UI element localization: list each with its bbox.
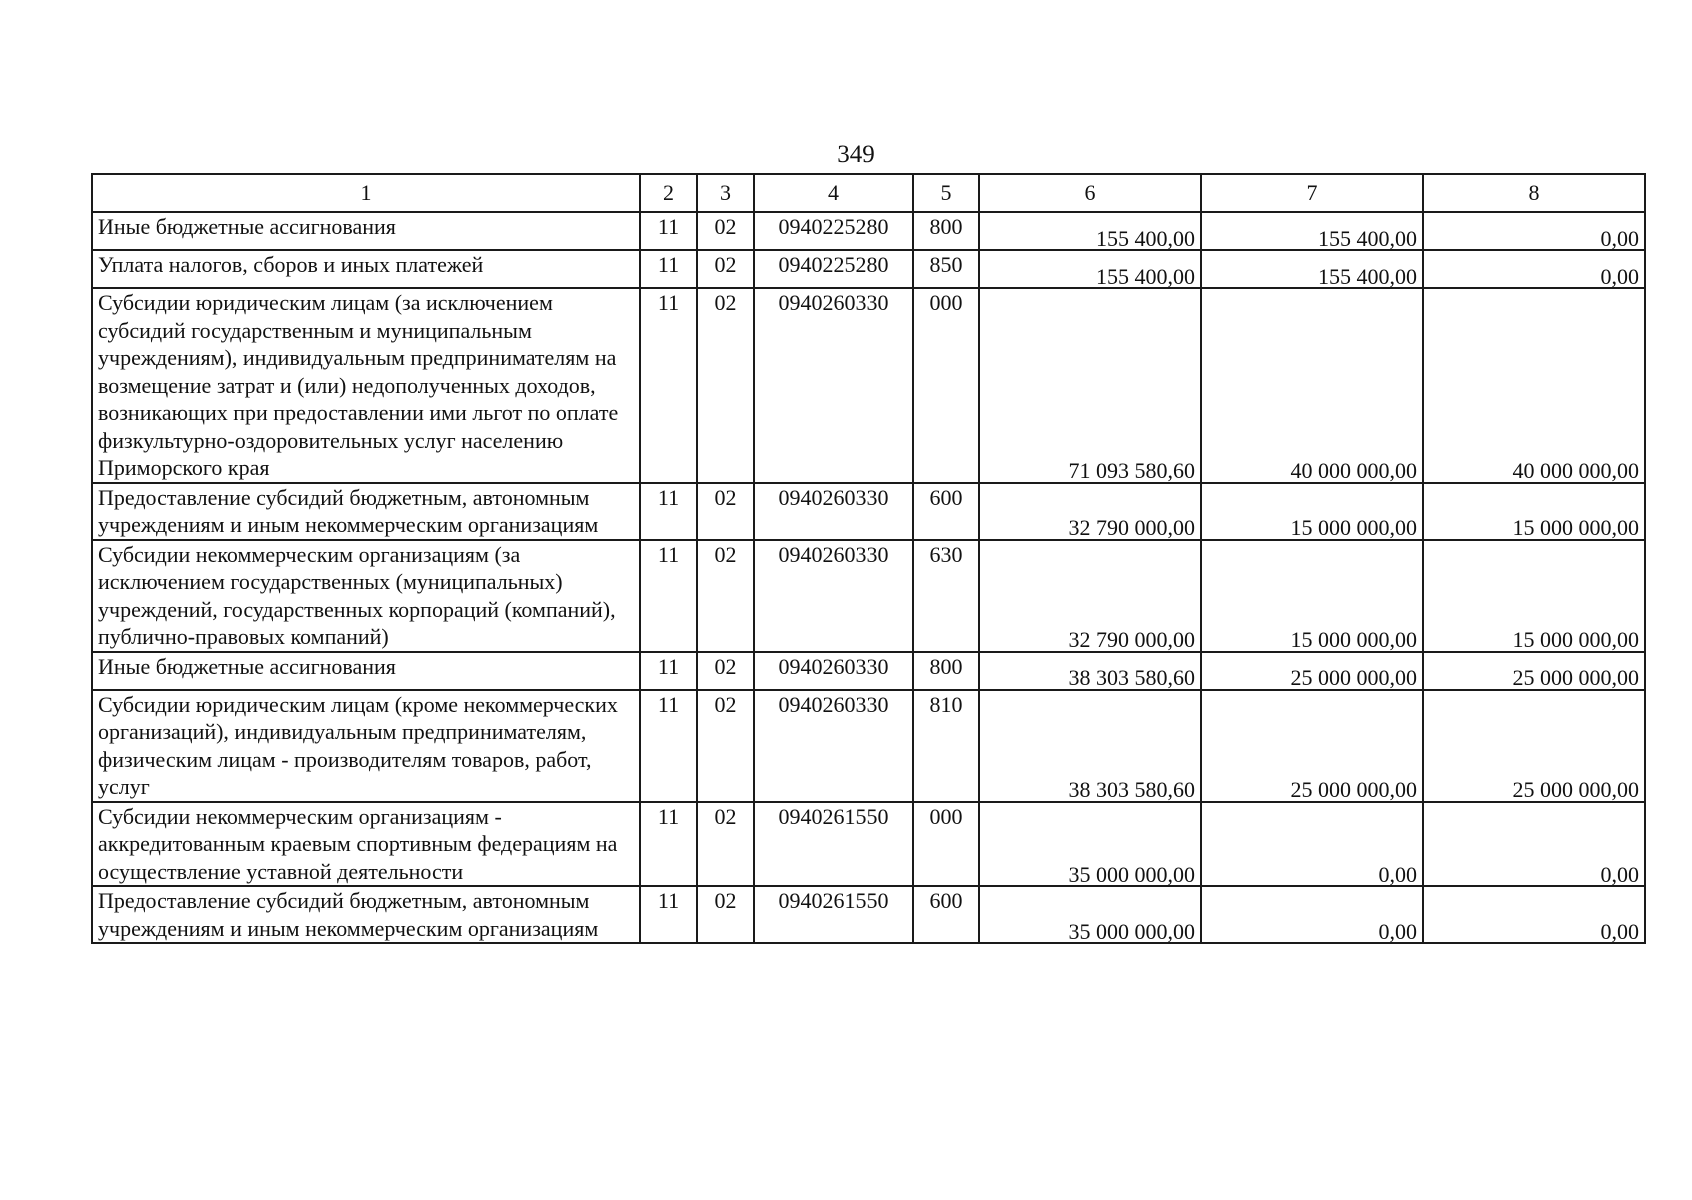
- row-amount-col7: 155 400,00: [1201, 250, 1423, 288]
- row-expense-type: 600: [913, 886, 979, 943]
- row-amount-col7: 0,00: [1201, 802, 1423, 887]
- row-name: Субсидии юридическим лицам (кроме некоммерческих организаций), индивидуальным предпринимателям, физическим лицам - производителям товаров, работ, услуг: [92, 690, 640, 802]
- row-name: Предоставление субсидий бюджетным, автономным учреждениям и иным некоммерческим организациям: [92, 886, 640, 943]
- table-row: [92, 652, 1645, 690]
- row-expense-type: 000: [913, 288, 979, 483]
- row-amount-col6: 155 400,00: [979, 250, 1201, 288]
- row-amount-col6: 32 790 000,00: [979, 540, 1201, 652]
- row-name: Иные бюджетные ассигнования: [92, 652, 640, 690]
- row-amount-col7: 15 000 000,00: [1201, 540, 1423, 652]
- row-amount-col8: 40 000 000,00: [1423, 288, 1645, 483]
- row-expense-type: 000: [913, 802, 979, 887]
- row-amount-col7: 25 000 000,00: [1201, 690, 1423, 802]
- row-amount-col7: 155 400,00: [1201, 212, 1423, 250]
- row-section: 11: [640, 540, 697, 652]
- header-cell-3: 3: [697, 174, 754, 212]
- table-row: [92, 250, 1645, 288]
- row-section: 11: [640, 886, 697, 943]
- row-section: 11: [640, 690, 697, 802]
- row-amount-col8: 0,00: [1423, 802, 1645, 887]
- row-section: 11: [640, 652, 697, 690]
- table-row: [92, 288, 1645, 483]
- row-amount-col8: 25 000 000,00: [1423, 690, 1645, 802]
- row-amount-col7: 0,00: [1201, 886, 1423, 943]
- row-amount-col8: 0,00: [1423, 212, 1645, 250]
- table-row: [92, 802, 1645, 887]
- row-name: Субсидии некоммерческим организациям - аккредитованным краевым спортивным федерациям на осуществление уставной деятельности: [92, 802, 640, 887]
- row-name: Иные бюджетные ассигнования: [92, 212, 640, 250]
- row-amount-col6: 38 303 580,60: [979, 690, 1201, 802]
- row-subsection: 02: [697, 483, 754, 540]
- row-subsection: 02: [697, 652, 754, 690]
- row-amount-col8: 0,00: [1423, 250, 1645, 288]
- row-subsection: 02: [697, 250, 754, 288]
- row-target-code: 0940225280: [754, 212, 913, 250]
- header-cell-2: 2: [640, 174, 697, 212]
- row-amount-col6: 155 400,00: [979, 212, 1201, 250]
- row-expense-type: 800: [913, 652, 979, 690]
- row-expense-type: 810: [913, 690, 979, 802]
- row-amount-col6: 32 790 000,00: [979, 483, 1201, 540]
- header-row: [92, 174, 1645, 212]
- row-subsection: 02: [697, 886, 754, 943]
- row-amount-col8: 15 000 000,00: [1423, 540, 1645, 652]
- row-expense-type: 600: [913, 483, 979, 540]
- row-target-code: 0940261550: [754, 886, 913, 943]
- row-target-code: 0940260330: [754, 540, 913, 652]
- row-section: 11: [640, 250, 697, 288]
- header-cell-8: 8: [1423, 174, 1645, 212]
- row-target-code: 0940225280: [754, 250, 913, 288]
- table-row: [92, 540, 1645, 652]
- header-cell-7: 7: [1201, 174, 1423, 212]
- row-amount-col8: 15 000 000,00: [1423, 483, 1645, 540]
- row-subsection: 02: [697, 690, 754, 802]
- row-name: Субсидии юридическим лицам (за исключением субсидий государственным и муниципальным учреждениям), индивидуальным предпринимателям на возмещение затрат и (или) недополученных доходов, возникающих при предоставлении ими льгот по оплате физкультурно-оздоровительных услуг населению Приморского края: [92, 288, 640, 483]
- table-row: [92, 690, 1645, 802]
- row-section: 11: [640, 212, 697, 250]
- header-cell-4: 4: [754, 174, 913, 212]
- row-target-code: 0940260330: [754, 652, 913, 690]
- row-target-code: 0940260330: [754, 288, 913, 483]
- budget-table: [91, 173, 1646, 944]
- row-subsection: 02: [697, 212, 754, 250]
- row-target-code: 0940260330: [754, 690, 913, 802]
- row-subsection: 02: [697, 288, 754, 483]
- header-cell-1: 1: [92, 174, 640, 212]
- row-amount-col6: 35 000 000,00: [979, 886, 1201, 943]
- row-amount-col7: 40 000 000,00: [1201, 288, 1423, 483]
- row-target-code: 0940260330: [754, 483, 913, 540]
- table-row: [92, 212, 1645, 250]
- header-cell-6: 6: [979, 174, 1201, 212]
- row-target-code: 0940261550: [754, 802, 913, 887]
- row-subsection: 02: [697, 802, 754, 887]
- row-name: Предоставление субсидий бюджетным, автономным учреждениям и иным некоммерческим организациям: [92, 483, 640, 540]
- row-amount-col6: 71 093 580,60: [979, 288, 1201, 483]
- row-amount-col8: 25 000 000,00: [1423, 652, 1645, 690]
- row-subsection: 02: [697, 540, 754, 652]
- row-expense-type: 850: [913, 250, 979, 288]
- row-name: Субсидии некоммерческим организациям (за исключением государственных (муниципальных) учреждений, государственных корпораций (компаний), публично-правовых компаний): [92, 540, 640, 652]
- row-amount-col6: 38 303 580,60: [979, 652, 1201, 690]
- row-section: 11: [640, 483, 697, 540]
- row-amount-col7: 15 000 000,00: [1201, 483, 1423, 540]
- row-expense-type: 800: [913, 212, 979, 250]
- table-row: [92, 483, 1645, 540]
- row-expense-type: 630: [913, 540, 979, 652]
- row-name: Уплата налогов, сборов и иных платежей: [92, 250, 640, 288]
- table-row: [92, 886, 1645, 943]
- page-number: 349: [837, 141, 875, 168]
- row-section: 11: [640, 288, 697, 483]
- row-amount-col8: 0,00: [1423, 886, 1645, 943]
- header-cell-5: 5: [913, 174, 979, 212]
- row-amount-col7: 25 000 000,00: [1201, 652, 1423, 690]
- row-section: 11: [640, 802, 697, 887]
- row-amount-col6: 35 000 000,00: [979, 802, 1201, 887]
